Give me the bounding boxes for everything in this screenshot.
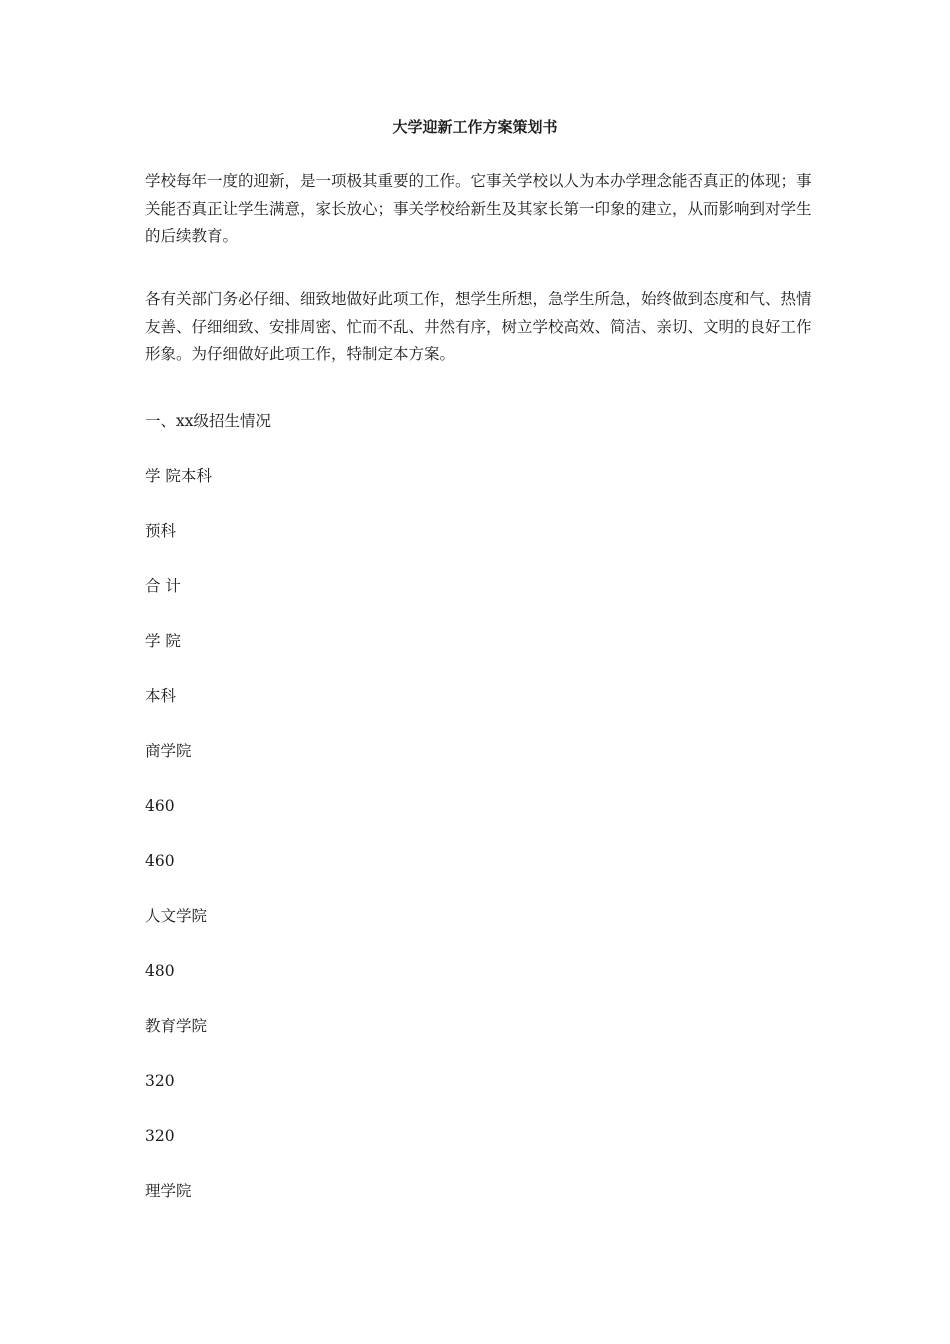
list-item: 教育学院 bbox=[145, 1017, 208, 1035]
list-item: 320 bbox=[145, 1072, 175, 1090]
paragraph-intro: 学校每年一度的迎新，是一项极其重要的工作。它事关学校以人为本办学理念能否真正的体现；事关能否真正让学生满意，家长放心；事关学校给新生及其家长第一印象的建立，从而影响到对学生的后续教育。 bbox=[145, 172, 812, 245]
list-item: 预科 bbox=[145, 522, 177, 540]
list-item: 320 bbox=[145, 1127, 175, 1145]
list-item: 460 bbox=[145, 852, 175, 870]
section-heading: 一、xx级招生情况 bbox=[145, 412, 271, 430]
list-item: 商学院 bbox=[145, 742, 192, 760]
list-item: 460 bbox=[145, 797, 175, 815]
paragraph-requirements: 各有关部门务必仔细、细致地做好此项工作，想学生所想，急学生所急，始终做到态度和气、热情友善、仔细细致、安排周密、忙而不乱、井然有序，树立学校高效、简洁、亲切、文明的良好工作形象。为仔细做好此项工作，特制定本方案。 bbox=[145, 290, 812, 363]
list-item: 合 计 bbox=[145, 577, 181, 595]
list-item: 理学院 bbox=[145, 1182, 192, 1200]
list-item: 学 院本科 bbox=[145, 467, 212, 485]
list-item: 480 bbox=[145, 962, 175, 980]
document-title: 大学迎新工作方案策划书 bbox=[392, 118, 558, 136]
list-item: 本科 bbox=[145, 687, 177, 705]
list-item: 学 院 bbox=[145, 632, 181, 650]
list-item: 人文学院 bbox=[145, 907, 208, 925]
